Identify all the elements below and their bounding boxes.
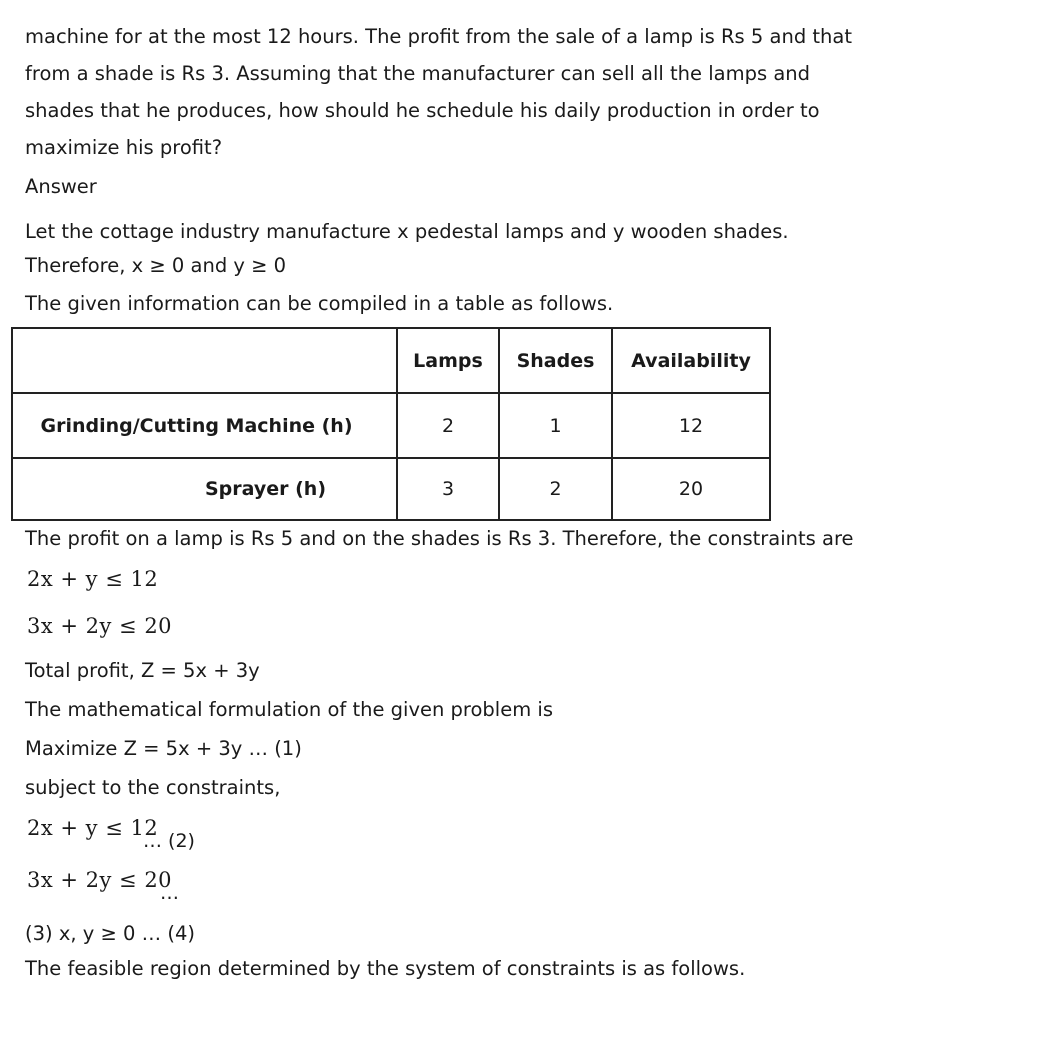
table-header-cell (12, 328, 397, 393)
paragraph-line: machine for at the most 12 hours. The profit from the sale of a lamp is Rs 5 and that (25, 25, 853, 48)
constraint-equation: 2x + y ≤ 12 (27, 816, 159, 840)
paragraph-line: from a shade is Rs 3. Assuming that the manufacturer can sell all the lamps and (25, 62, 811, 85)
table-cell: 20 (612, 458, 770, 520)
paragraph-line: Let the cottage industry manufacture x pedestal lamps and y wooden shades. (25, 220, 789, 243)
table-cell: 12 (612, 393, 770, 458)
table-cell: 1 (499, 393, 612, 458)
constraint-equation: 2x + y ≤ 12 (27, 567, 159, 591)
paragraph-line: The feasible region determined by the system of constraints is as follows. (25, 957, 746, 980)
table-row (12, 458, 770, 520)
constraint-equation: 3x + 2y ≤ 20 (27, 868, 173, 892)
paragraph-line: subject to the constraints, (25, 776, 281, 799)
table-header-cell: Shades (499, 328, 612, 393)
table-header-cell: Availability (612, 328, 770, 393)
table-cell: 2 (397, 393, 499, 458)
paragraph-line: maximize his profit? (25, 136, 223, 159)
paragraph-line: The mathematical formulation of the given problem is (25, 698, 553, 721)
paragraph-line: Total profit, Z = 5x + 3y (25, 659, 260, 682)
answer-heading: Answer (25, 175, 97, 198)
table-cell: 2 (499, 458, 612, 520)
paragraph-line: The profit on a lamp is Rs 5 and on the shades is Rs 3. Therefore, the constraints are (25, 527, 854, 550)
paragraph-line: Maximize Z = 5x + 3y … (1) (25, 737, 302, 760)
table-header-row (12, 328, 770, 393)
equation-number: … (160, 882, 179, 904)
table-row-label: Sprayer (h) (12, 458, 397, 520)
table-row-label: Grinding/Cutting Machine (h) (12, 393, 397, 458)
paragraph-line: The given information can be compiled in a table as follows. (25, 292, 614, 315)
table-row (12, 393, 770, 458)
paragraph-line: (3) x, y ≥ 0 … (4) (25, 922, 195, 945)
table-header-cell: Lamps (397, 328, 499, 393)
constraint-equation: 3x + 2y ≤ 20 (27, 614, 173, 638)
paragraph-line: shades that he produces, how should he schedule his daily production in order to (25, 99, 820, 122)
data-table (11, 327, 771, 521)
paragraph-line: Therefore, x ≥ 0 and y ≥ 0 (25, 254, 287, 277)
table-cell: 3 (397, 458, 499, 520)
equation-number: … (2) (143, 830, 195, 852)
